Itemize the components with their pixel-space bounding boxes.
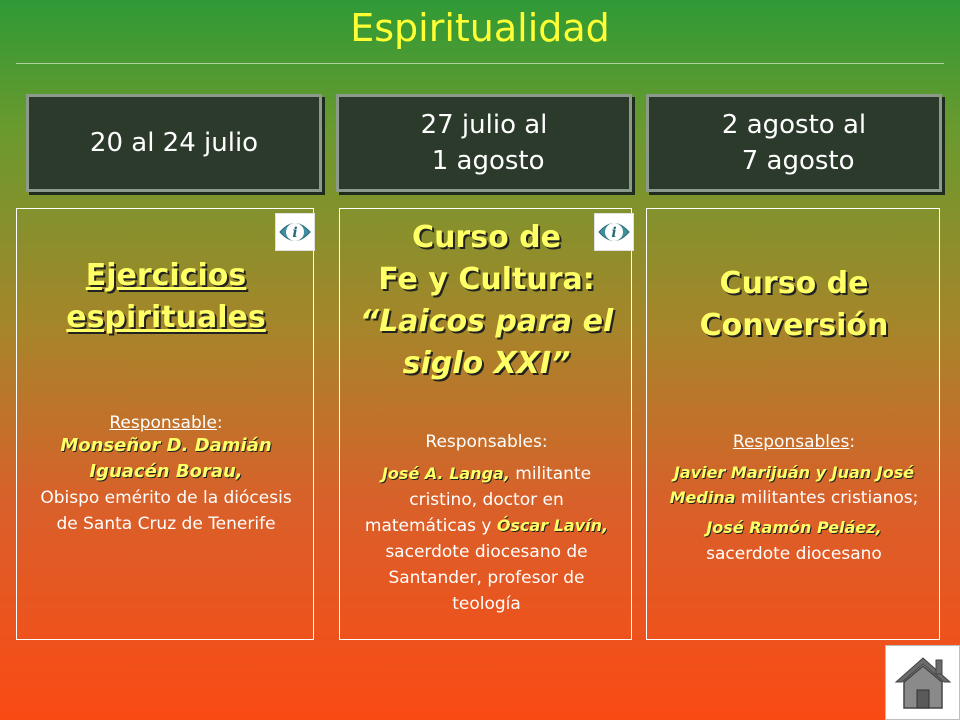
svg-text:i: i — [292, 225, 298, 241]
card-1-desc-line1: Obispo emérito de la diócesis — [40, 488, 292, 508]
date-box-3 — [646, 94, 942, 192]
svg-text:i: i — [611, 225, 617, 241]
card-2-text6: teología — [452, 594, 521, 614]
date-box-2-line2: 1 agosto — [423, 146, 545, 176]
card-1-heading-line2: espirituales — [66, 300, 266, 335]
card-1-name-line1: Monseñor D. Damián — [60, 435, 272, 456]
card-fe-cultura — [339, 208, 632, 640]
card-2-heading-line3: “Laicos para el — [359, 304, 614, 339]
card-3-heading-line2: Conversión — [699, 308, 889, 343]
card-ejercicios — [16, 208, 314, 640]
date-box-2-line1: 27 julio al — [420, 110, 548, 140]
card-2-text1: militante — [509, 464, 592, 484]
home-icon — [892, 652, 954, 714]
card-2-text5: Santander, profesor de — [388, 568, 585, 588]
card-3-name1: Javier Marijuán y Juan José — [673, 463, 915, 482]
card-2-name1: José A. Langa, — [381, 464, 510, 483]
title-divider — [16, 63, 944, 64]
page-title: Espiritualidad — [350, 6, 610, 50]
card-2-heading-line2: Fe y Cultura: — [378, 262, 595, 297]
card-3-text2: sacerdote diocesano — [706, 544, 882, 564]
card-1-heading-line1: Ejercicios — [85, 258, 247, 293]
card-3-heading-line1: Curso de — [719, 266, 869, 301]
card-2-heading — [340, 217, 633, 385]
card-2-heading-line4: siglo XXI” — [402, 346, 571, 381]
card-3-resp-colon: : — [849, 432, 856, 452]
card-2-name2: Óscar Lavín, — [496, 516, 609, 535]
card-2-text4: sacerdote diocesano de — [385, 542, 588, 562]
home-button[interactable] — [885, 645, 960, 720]
date-box-1 — [26, 94, 322, 192]
date-box-3-line2: 7 agosto — [733, 146, 855, 176]
info-icon[interactable] — [275, 213, 315, 251]
card-2-text3: matemáticas y — [364, 516, 497, 536]
date-box-2 — [336, 94, 632, 192]
card-1-responsable — [17, 413, 315, 433]
card-3-resp-label: Responsables — [732, 432, 850, 452]
card-1-resp-label: Responsable — [109, 413, 217, 433]
card-3-heading — [647, 263, 941, 347]
date-box-3-line1: 2 agosto al — [721, 110, 867, 140]
date-box-1-line1: 20 al 24 julio — [89, 128, 259, 158]
card-1-name-line2: Iguacén Borau, — [89, 461, 243, 482]
card-1-resp-colon: : — [216, 413, 223, 433]
card-conversion — [646, 208, 940, 640]
card-3-text1: militantes cristianos; — [735, 488, 919, 508]
card-1-heading — [17, 255, 315, 339]
card-3-name1b: Medina — [669, 488, 736, 507]
card-3-name2: José Ramón Peláez, — [706, 518, 882, 537]
card-2-heading-line1: Curso de — [412, 220, 561, 255]
card-3-responsables — [647, 429, 941, 455]
card-2-resp-label: Responsables: — [425, 432, 548, 452]
card-1-desc-line2: de Santa Cruz de Tenerife — [56, 514, 276, 534]
card-2-text2: cristino, doctor en — [409, 490, 564, 510]
